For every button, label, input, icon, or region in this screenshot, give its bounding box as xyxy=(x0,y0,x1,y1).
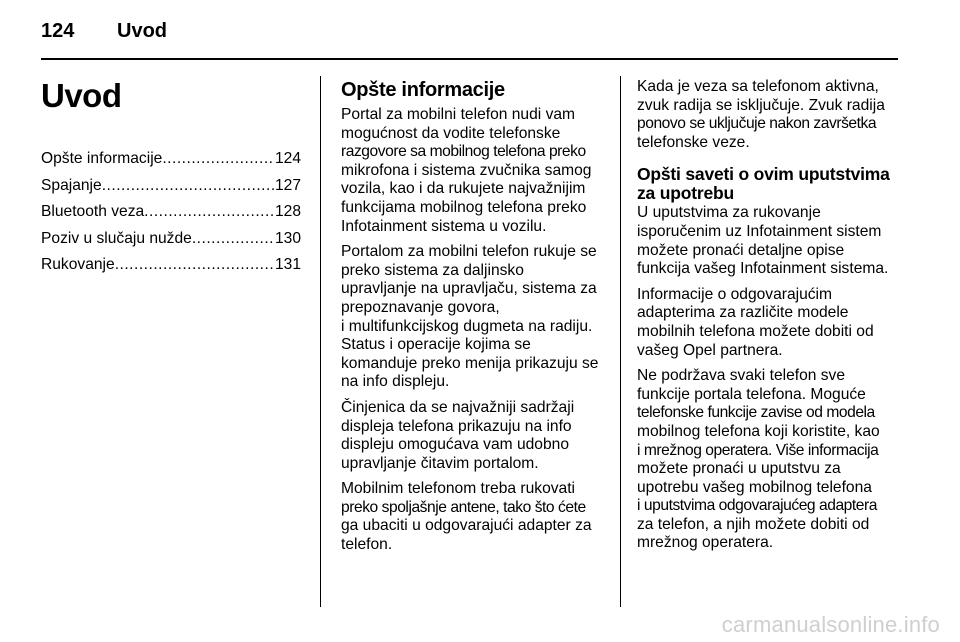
text-line: upotrebu vašeg mobilnog telefona xyxy=(637,478,872,496)
text-line: telefonske veze. xyxy=(637,133,750,151)
column-1 xyxy=(41,78,301,283)
toc-leader-dots xyxy=(192,230,275,249)
text-line: ga ubaciti u odgovarajući adapter za xyxy=(341,517,592,535)
text-line: vozila, kao i da rukujete najvažnijim xyxy=(341,180,586,198)
text-line: Mobilnim telefonom treba rukovati xyxy=(341,480,576,498)
toc-leader-dots xyxy=(144,203,275,222)
toc-entry-label: Rukovanje xyxy=(41,256,115,274)
text-line: i mrežnog operatera. Više informacija xyxy=(637,441,879,459)
text-line: displeju omogućava vam udobno xyxy=(341,436,569,454)
text-line: možete pronaći detaljne opise xyxy=(637,241,845,259)
toc-entry[interactable] xyxy=(41,230,301,249)
text-line: i multifunkcijskog dugmeta na radiju. xyxy=(341,317,593,335)
text-line: možete pronaći u uputstvu za xyxy=(637,460,841,478)
column-divider-2 xyxy=(620,76,621,607)
paragraph xyxy=(341,480,606,554)
text-line: upravljanje čitavim portalom. xyxy=(341,454,539,472)
text-line: Ne podržava svaki telefon sve xyxy=(637,367,846,385)
chapter-title: Uvod xyxy=(41,77,122,114)
toc-entry[interactable] xyxy=(41,150,301,169)
text-line: U uputstvima za rukovanje xyxy=(637,204,821,222)
toc-entry-label: Poziv u slučaju nužde xyxy=(41,229,192,247)
toc-entry-label: Opšte informacije xyxy=(41,150,163,167)
text-line: telefon. xyxy=(341,536,393,554)
page-number: 124 xyxy=(41,20,75,42)
text-line: za telefon, a njih možete dobiti od xyxy=(637,515,870,533)
toc-leader-dots xyxy=(102,177,275,196)
section-heading: Opšte informacije xyxy=(341,79,505,101)
toc-entry[interactable] xyxy=(41,177,301,196)
text-line: vašeg Opel partnera. xyxy=(637,341,783,359)
paragraph xyxy=(341,106,606,236)
text-line: Portalom za mobilni telefon rukuje se xyxy=(341,243,597,261)
watermark: carmanualsonline.info xyxy=(721,612,940,637)
text-line: Portal za mobilni telefon nudi vam xyxy=(341,106,576,123)
text-line: zvuk radija se isključuje. Zvuk radija xyxy=(637,96,885,114)
text-line: mobilnih telefona možete dobiti od xyxy=(637,322,874,340)
column-divider-1 xyxy=(320,76,321,607)
paragraph xyxy=(341,243,606,392)
text-line: isporučenim uz Infotainment sistem xyxy=(637,222,882,240)
paragraph xyxy=(341,399,606,473)
text-line: upravljanje na upravljaču, sistema za xyxy=(341,280,597,298)
toc-leader-dots xyxy=(115,256,275,275)
text-line: preko sistema za daljinsko xyxy=(341,261,524,279)
text-line: preko spoljašnje antene, tako što ćete xyxy=(341,498,586,516)
toc-entry-page: 124 xyxy=(274,150,301,167)
toc-entry-label: Bluetooth veza xyxy=(41,203,145,221)
column-3 xyxy=(637,78,905,560)
table-of-contents xyxy=(41,150,301,275)
toc-entry-label: Spajanje xyxy=(41,176,102,194)
running-section-title: Uvod xyxy=(117,20,167,42)
subheading-line: Opšti saveti o ovim uputstvima xyxy=(637,164,890,185)
paragraph xyxy=(637,367,905,553)
toc-entry-page: 130 xyxy=(274,229,301,247)
text-line: na info displeju. xyxy=(341,373,450,391)
text-line: komanduje preko menija prikazuju se xyxy=(341,354,599,372)
text-line: Kada je veza sa telefonom aktivna, xyxy=(637,78,879,95)
text-line: i uputstvima odgovarajućeg adaptera xyxy=(637,497,877,515)
column-2 xyxy=(341,78,606,562)
text-line: Infotainment sistema u vozilu. xyxy=(341,217,547,235)
paragraph xyxy=(637,78,905,152)
toc-entry-page: 127 xyxy=(274,176,301,194)
paragraph xyxy=(637,286,905,360)
text-line: displeja telefona prikazuju na info xyxy=(341,417,572,435)
text-line: Status i operacije kojima se xyxy=(341,336,531,354)
text-line: adapterima za različite modele xyxy=(637,304,849,322)
text-line: mogućnost da vodite telefonske xyxy=(341,124,561,142)
text-line: Informacije o odgovarajućim xyxy=(637,285,833,303)
text-line: ponovo se uključuje nakon završetka xyxy=(637,115,877,133)
text-line: funkcije portala telefona. Moguće xyxy=(637,385,866,403)
text-line: Činjenica da se najvažniji sadržaji xyxy=(341,398,575,416)
subheading-line: za upotrebu xyxy=(637,183,734,204)
text-line: mikrofona i sistema zvučnika samog xyxy=(341,161,592,179)
toc-entry-page: 131 xyxy=(274,256,301,274)
toc-entry-page: 128 xyxy=(274,203,301,221)
text-line: mobilnog telefona koji koristite, kao xyxy=(637,422,880,440)
header-rule xyxy=(41,58,898,60)
text-line: razgovore sa mobilnog telefona preko xyxy=(341,143,586,161)
subsection-heading xyxy=(637,165,905,203)
text-line: mrežnog operatera. xyxy=(637,534,774,552)
text-line: funkcija vašeg Infotainment sistema. xyxy=(637,260,889,278)
text-line: telefonske funkcije zavise od modela xyxy=(637,404,875,422)
text-line: prepoznavanje govora, xyxy=(341,298,500,316)
toc-entry[interactable] xyxy=(41,256,301,275)
toc-leader-dots xyxy=(162,150,275,169)
paragraph xyxy=(637,204,905,278)
text-line: funkcijama mobilnog telefona preko xyxy=(341,198,587,216)
toc-entry[interactable] xyxy=(41,203,301,222)
